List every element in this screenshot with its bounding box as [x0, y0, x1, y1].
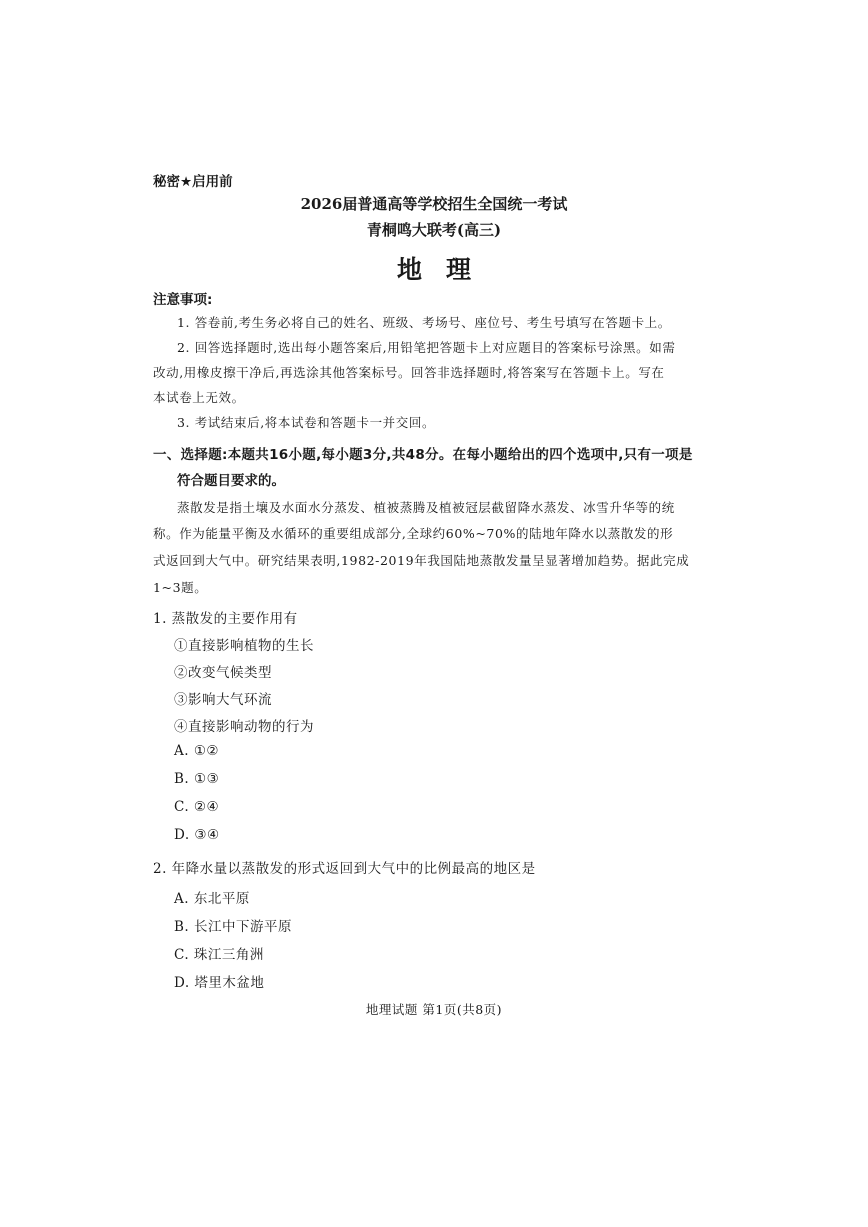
question-stem: 2. 年降水量以蒸散发的形式返回到大气中的比例最高的地区是: [153, 861, 536, 877]
notice-heading: 注意事项:: [153, 292, 213, 308]
exam-title: 2026届普通高等学校招生全国统一考试: [300, 195, 568, 213]
notice-line: 1. 答卷前,考生务必将自己的姓名、班级、考场号、座位号、考生号填写在答题卡上。: [177, 315, 671, 330]
passage-line: 称。作为能量平衡及水循环的重要组成部分,全球约60%~70%的陆地年降水以蒸散发的形: [153, 526, 674, 541]
question-statement: ③影响大气环流: [174, 692, 272, 708]
question-stem: 1. 蒸散发的主要作用有: [153, 611, 298, 627]
passage-line: 式返回到大气中。研究结果表明,1982-2019年我国陆地蒸散发量呈显著增加趋势。据此完成: [153, 553, 690, 568]
question-option: A. ①②: [174, 743, 220, 759]
section-heading: 一、选择题:本题共16小题,每小题3分,共48分。在每小题给出的四个选项中,只有一项是: [153, 447, 693, 463]
notice-line: 3. 考试结束后,将本试卷和答题卡一并交回。: [177, 415, 436, 430]
question-option: C. ②④: [174, 799, 220, 815]
question-option: B. 长江中下游平原: [174, 919, 293, 935]
exam-subtitle: 青桐鸣大联考(高三): [366, 221, 502, 239]
notice-line: 2. 回答选择题时,选出每小题答案后,用铅笔把答题卡上对应题目的答案标号涂黑。如需: [177, 340, 676, 355]
notice-line: 改动,用橡皮擦干净后,再选涂其他答案标号。回答非选择题时,将答案写在答题卡上。写在: [153, 365, 665, 380]
question-option: C. 珠江三角洲: [174, 947, 264, 963]
question-option: D. 塔里木盆地: [174, 975, 265, 991]
page-footer: 地理试题 第1页(共8页): [365, 1002, 503, 1017]
question-statement: ②改变气候类型: [174, 665, 272, 681]
secret-label: 秘密★启用前: [153, 174, 233, 190]
question-statement: ④直接影响动物的行为: [174, 719, 314, 735]
question-option: B. ①③: [174, 771, 220, 787]
notice-line: 本试卷上无效。: [153, 390, 245, 405]
question-statement: ①直接影响植物的生长: [174, 638, 314, 654]
question-option: A. 东北平原: [174, 891, 250, 907]
question-option: D. ③④: [174, 827, 220, 843]
passage-line: 1~3题。: [153, 580, 208, 595]
section-heading-cont: 符合题目要求的。: [177, 473, 285, 489]
passage-line: 蒸散发是指土壤及水面水分蒸发、植被蒸腾及植被冠层截留降水蒸发、冰雪升华等的统: [177, 500, 675, 515]
subject-title: 地理: [396, 255, 495, 284]
